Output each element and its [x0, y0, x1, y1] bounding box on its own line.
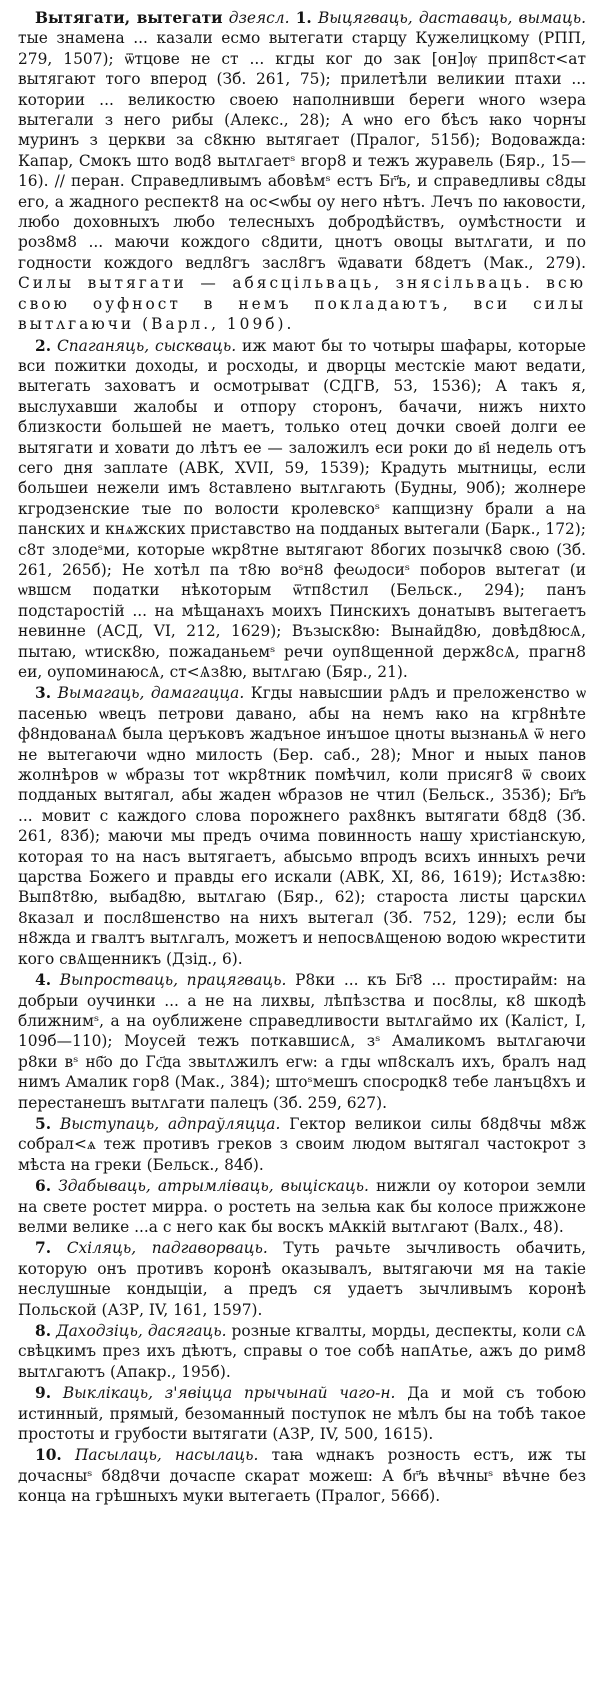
sense-citations: тые знамена ... казали есмо вытегати старцу Кужелицкому (РПП, 279, 1507); ѿтцове не ст ... кгды ког до зак [он]ѹ прип8ст<ат вытᴙгают того вперод (Зб. 261, 75); прилетѣли великии птахи ... котории ... великостю своею наполнивши береги ѡного ѡзера вытегали з него рибы (Алекс., 28); А ѡно его бѣсъ ꙗко чорнꙑ муринъ з церкви за с8кню вытᴙгает (Пралог, 515б); Водоважда: Капар, Смокъ што вод8 вытᴧгаетˢ вгор8 и тежъ журавель (Бяр., 15—16). // перан. Справедливымъ абовѣмˢ естъ Бг҃ъ, и справедливы с8ды его, а жадного респект8 на ос<ѡбы оу него нѣтъ. Лечъ по ꙗковости, любо доховныхъ любо телесныхъ добродѣйствъ, оумѣстности и роз8м8 ... маючи кождого с8дити, цнотъ овоцы вытᴧгати, и по годности кождого ведл8гъ засл8гъ ѿдавати б8детъ (Мак., 279).	[18, 29, 586, 272]
sense-gloss: Вымагаць, дамагацца.	[57, 684, 245, 703]
sense-gloss: Выпростваць, працягваць.	[59, 971, 287, 990]
sense-8	[18, 1321, 586, 1382]
sense-citations: Кгды навысшии рѦдъ и преложенство ѡ пасенью ѡвецъ петрови давано, абы на немъ ꙗко на кгр8нѣте ф8ндованаѦ была церъковъ жадъное инъшое цноты вызнаньѦ ѿ него не вытегаючи ѡдно милость (Бер. саб., 28); Мног и ныых панов жолнѣров ѡ ѡбразы тот ѡкр8тник помѣчил, коли присᴙг8 ѿ своих подданых вытᴙгал, абы жаден ѡбразов не чтил (Бельск., 353б); Бг҃ъ ... мовит с каждого слова порожнего рах8нкъ вытᴙгати б8д8 (Зб. 261, 83б); маючи мы предъ очима повинность нашу христіанскую, которая то на насъ вытягаетъ, абысьмо впродъ всихъ инныхъ речи царства Божего и правды его искали (АВК, XI, 86, 1619); Истѧз8ю: Вып8т8ю, выбад8ю, вытᴧгаю (Бяр., 62); староста листы царскиᴧ 8казал и посл8шенство на нихъ вытегал (Зб. 752, 129); если бы н8жда и гвалтъ вытᴧгалъ, можетъ и непосвѦщеною водою ѡкрестити кого свѦщенникъ (Дзід., 6).	[18, 684, 586, 968]
sense-number: 1.	[295, 9, 312, 27]
sense-10	[18, 1445, 586, 1506]
sense-1	[18, 8, 586, 335]
part-of-speech: дзеясл.	[228, 9, 290, 27]
sense-citations: розные кгвалты, мордьı, деспекты, коли сѦ свѣцкимъ през ихъ дѣютъ, справы о тое собѣ напАтье, ажъ до рим8 вытᴧгаютъ (Апакр., 195б).	[18, 1322, 586, 1381]
sense-9	[18, 1383, 586, 1444]
sense-2	[18, 336, 586, 683]
sense-number: 8.	[35, 1322, 52, 1340]
sense-number: 7.	[35, 1239, 52, 1258]
sense-number: 6.	[35, 1177, 52, 1196]
sense-gloss: Выцягваць, даставаць, вымаць.	[317, 9, 586, 27]
sense-number: 3.	[35, 684, 52, 703]
sense-gloss: Даходзіць, дасягаць.	[56, 1322, 227, 1340]
sense-gloss: Выступаць, адпраўляцца.	[60, 1114, 281, 1133]
sense-gloss: Пасылаць, насылаць.	[75, 1446, 259, 1465]
sense-citations: Туть рачьте зычливость обачить, которую онъ противъ коронѣ оказывалъ, вытягаючи мя на такіе неслушные кондыціи, а предъ ся удаетъ зычливымъ коронѣ Польской (АЗР, IV, 161, 1597).	[18, 1239, 586, 1319]
sense-gloss: Здабываць, атрымліваць, выціскаць.	[58, 1177, 369, 1196]
sense-5	[18, 1114, 586, 1175]
sense-citations: нижли оу которои земли на свете ростет мирра. о ростеть на зельꙗ как бы колосе прижжоне велми велике ...а с него как бы воскъ мАккій вытᴧгают (Валх., 48).	[18, 1177, 586, 1236]
sense-citations: Р8ки ... къ Бг҃8 ... простирайм: на добрыи оучинки ... а не на лихвы, лѣпѣзства и пос8лы, к8 шкодѣ ближнимˢ, а на оуближене справедливости вытᴧгаймо их (Каліст, I, 109б—110); Моусей тежъ поткавшисѦ, зˢ Амаликомъ вытᴧгаючи р8ки вˢ нб҃о до Гс҃да звытᴧжилъ егѡ: а гды ѡп8скалъ ихъ, бралъ над нимъ Амалик гор8 (Мак., 384); штоˢмешъ спосродк8 тебе ланъц8хъ и перестанешъ вытᴧгати палецъ (Зб. 259, 627).	[18, 971, 586, 1112]
sense-3	[18, 683, 586, 969]
sense-number: 2.	[35, 336, 52, 355]
sense-gloss: Спаганяць, сыскваць.	[56, 336, 237, 355]
sense-7	[18, 1238, 586, 1320]
sense-citations: иж мают бы то чотыры шафары, которые вси пожитки доходы, и росходы, и дворцы местскіе мают ведати, вытегать заховатъ и осмотрыват (СДГВ, 53, 1536); А такъ я, выслухавши жалобы и отпору сторонъ, бачачи, нижъ нихто близкости большей не маетъ, только отец дочки своей долги ее вытягати и ховати до лѣтъ ее — заложилъ еси роки до в҃і недель отъ сего дня заплате (АВК, XVII, 59, 1539); Крадуть мытницы, если большеи нежели имъ 8ставлено вытᴧгають (Будны, 90б); жолнере кгродзенские тые по волости кролевскоˢ капщизну брали а на панских и кнѧжских приставство на подданых вытегали (Барк., 172); с8т злодеˢми, которые ѡкр8тне вытᴙгают 8богих позычк8 свою (Зб. 261, 265б); Не хотѣл па т8ю воˢн8 феωдосиˢ поборов вытегат (и ѡвшсм податки нѣкоторым ѿтп8стил (Бельск., 294); панъ подстаростій ... на мѣщанахъ моихъ Пинскихъ донатывъ вытегаетъ невинне (АСД, VI, 212, 1629); Възыск8ю: Вынайд8ю, довѣд8юсѦ, пытаю, ѡтиск8ю, пожаданьемˢ речи оуп8щенной держ8сѦ, прагн8 еи, оупоминаюсѦ, ст<Ѧз8ю, вытᴧгаю (Бяр., 21).	[18, 336, 586, 681]
sense-subentry: Силы вытягати — абясцільваць, знясільваць. всю свою оуфност в немъ покладаютъ, вси силы вытᴧгаючи (Варл., 109б).	[18, 274, 586, 334]
headword: Вытягати, вытегати	[35, 9, 223, 27]
sense-citations: Гектор великои силы б8д8чы м8ж собрал<ѧ теж противъ греков з своим людом вытᴙгал частокрот з мѣста на греки (Бельск., 84б).	[18, 1114, 586, 1174]
sense-number: 5.	[35, 1114, 52, 1133]
sense-4	[18, 970, 586, 1113]
sense-6	[18, 1176, 586, 1237]
sense-gloss: Выклікаць, з'явіцца прычынай чаго-н.	[62, 1384, 396, 1403]
sense-number: 9.	[35, 1384, 52, 1403]
sense-gloss: Схіляць, падгаворваць.	[66, 1239, 268, 1258]
sense-citations: таꙗ ѡднакъ розность естъ, иж ты дочасныˢ б8д8чи дочаспе скарат можеш: А бг҃ъ вѣчныˢ вѣчне без конца на грѣшныхъ муки вытегаеть (Пралог, 566б).	[18, 1446, 586, 1506]
sense-number: 10.	[35, 1446, 62, 1465]
sense-citations: Да и мой съ тобою истинный, прямый, безоманный поступок не мѣлъ бы на тобѣ такое простоты и грубости вытягати (АЗР, IV, 500, 1615).	[18, 1384, 586, 1444]
sense-number: 4.	[35, 971, 52, 990]
